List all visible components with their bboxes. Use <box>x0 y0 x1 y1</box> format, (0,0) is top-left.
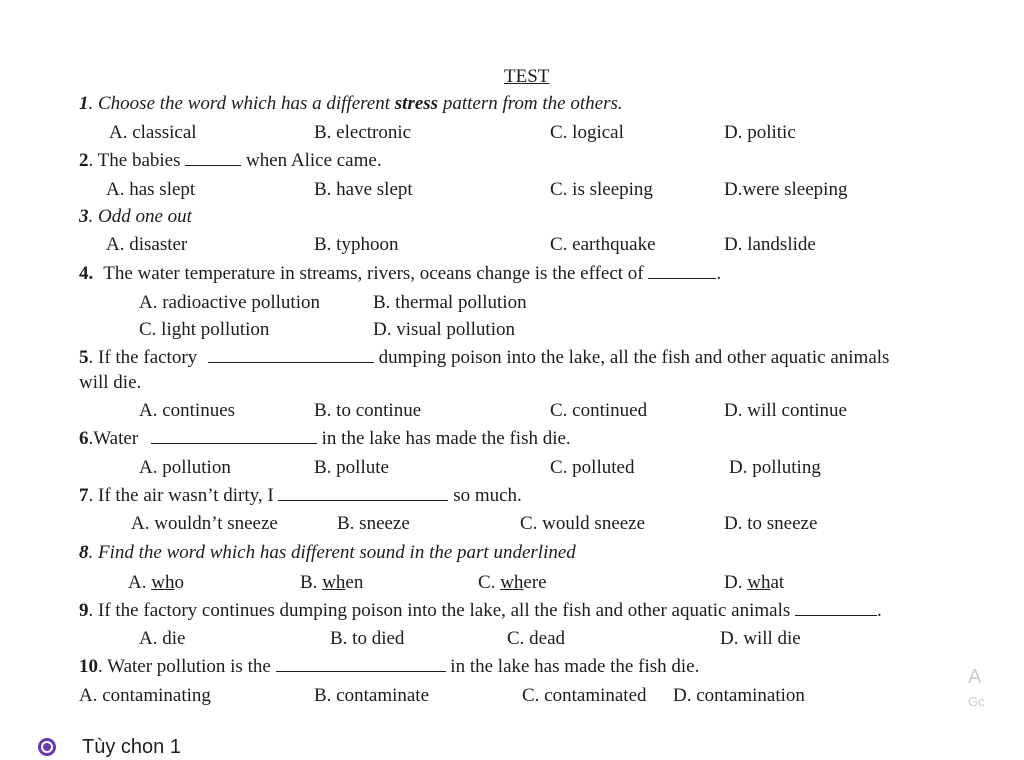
q2-option-a: A. has slept <box>106 179 196 200</box>
q7-option-b: B. sneeze <box>337 513 410 534</box>
question-3: 3. Odd one out <box>79 206 192 227</box>
q5-option-c: C. continued <box>550 400 648 421</box>
q10-option-d: D. contamination <box>673 685 805 706</box>
question-9: 9. If the factory continues dumping poison into the lake, all the fish and other aquatic animals . <box>79 600 882 621</box>
question-5-line-2: will die. <box>79 372 142 393</box>
q4-option-d: D. visual pollution <box>373 319 515 340</box>
question-4: 4. The water temperature in streams, rivers, oceans change is the effect of . <box>79 263 722 284</box>
q1-option-b: B. electronic <box>314 122 412 143</box>
q3-option-b: B. typhoon <box>314 234 399 255</box>
q2-option-d: D.were sleeping <box>724 179 848 200</box>
question-2: 2. The babies when Alice came. <box>79 150 382 171</box>
q7-option-c: C. would sneeze <box>520 513 646 534</box>
q2-option-c: C. is sleeping <box>550 179 653 200</box>
q8-option-d: D. what <box>724 572 785 593</box>
question-5: 5. If the factory dumping poison into the lake, all the fish and other aquatic animals <box>79 347 890 368</box>
q4-option-c: C. light pollution <box>139 319 270 340</box>
q3-option-c: C. earthquake <box>550 234 656 255</box>
q6-option-c: C. polluted <box>550 457 635 478</box>
answer-option-1[interactable] <box>38 734 181 760</box>
q3-option-d: D. landslide <box>724 234 816 255</box>
q10-option-c: C. contaminated <box>522 685 647 706</box>
q9-option-c: C. dead <box>507 628 566 649</box>
question-8: 8. Find the word which has different sound in the part underlined <box>79 542 576 563</box>
q6-option-d: D. polluting <box>729 457 821 478</box>
radio-selected-icon[interactable] <box>38 738 56 756</box>
q1-option-d: D. politic <box>724 122 796 143</box>
q5-option-b: B. to continue <box>314 400 422 421</box>
q4-option-a: A. radioactive pollution <box>139 292 320 313</box>
q6-option-b: B. pollute <box>314 457 389 478</box>
q8-option-c: C. where <box>478 572 547 593</box>
q10-option-a: A. contaminating <box>79 685 211 706</box>
q1-option-a: A. classical <box>109 122 197 143</box>
q7-option-a: A. wouldn’t sneeze <box>131 513 278 534</box>
q6-option-a: A. pollution <box>139 457 231 478</box>
question-1: 1. Choose the word which has a different stress pattern from the others. <box>79 93 623 114</box>
question-6: 6.Water in the lake has made the fish die. <box>79 428 571 449</box>
q8-option-b: B. when <box>300 572 364 593</box>
q5-option-d: D. will continue <box>724 400 847 421</box>
answer-option-label: Tùy chon 1 <box>82 735 181 758</box>
watermark-line-2: Gc <box>968 694 985 709</box>
q5-option-a: A. continues <box>139 400 236 421</box>
q10-option-b: B. contaminate <box>314 685 430 706</box>
q3-option-a: A. disaster <box>106 234 188 255</box>
watermark-line-1: A <box>968 666 982 688</box>
q9-option-a: A. die <box>139 628 186 649</box>
test-title: TEST <box>504 66 550 87</box>
q9-option-b: B. to died <box>330 628 405 649</box>
q2-option-b: B. have slept <box>314 179 413 200</box>
question-7: 7. If the air wasn’t dirty, I so much. <box>79 485 522 506</box>
question-10: 10. Water pollution is the in the lake has made the fish die. <box>79 656 700 677</box>
q1-option-c: C. logical <box>550 122 624 143</box>
q7-option-d: D. to sneeze <box>724 513 818 534</box>
q9-option-d: D. will die <box>720 628 801 649</box>
q4-option-b: B. thermal pollution <box>373 292 527 313</box>
q8-option-a: A. who <box>128 572 184 593</box>
